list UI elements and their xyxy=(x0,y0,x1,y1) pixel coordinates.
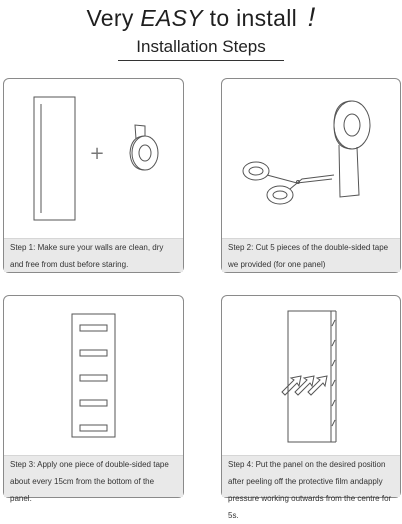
panel-icon xyxy=(34,97,75,220)
title-word-very: Very xyxy=(86,5,134,31)
step-4-card xyxy=(221,295,401,520)
press-arrows-icon xyxy=(282,376,327,395)
step-2-card xyxy=(221,78,401,273)
section-subtitle: Installation Steps xyxy=(136,37,266,56)
title-word-to-install: to install xyxy=(209,5,298,31)
panel-with-tape-strips-icon xyxy=(72,314,115,437)
tape-roll-icon xyxy=(334,101,370,197)
plus-symbol: + xyxy=(89,143,105,164)
step-1-card xyxy=(3,78,184,273)
page-title xyxy=(0,0,402,32)
step-3-caption: Step 3: Apply one piece of double-sided tape about every 15cm from the bottom of the panel. xyxy=(4,455,183,497)
title-word-easy: EASY xyxy=(140,5,203,31)
step-4-caption: Step 4: Put the panel on the desired position after peeling off the protective film andapply pressure working outwards from the centre for 5s. xyxy=(222,455,400,497)
subtitle-underline xyxy=(118,60,284,61)
step-1-caption: Step 1: Make sure your walls are clean, dry and free from dust before staring. xyxy=(4,238,183,272)
tape-roll-icon xyxy=(130,125,158,170)
step-3-card xyxy=(3,295,184,503)
scissors-icon xyxy=(243,162,334,204)
title-exclamation: ! xyxy=(307,2,316,32)
step-2-caption: Step 2: Cut 5 pieces of the double-sided tape we provided (for one panel) xyxy=(222,238,400,272)
